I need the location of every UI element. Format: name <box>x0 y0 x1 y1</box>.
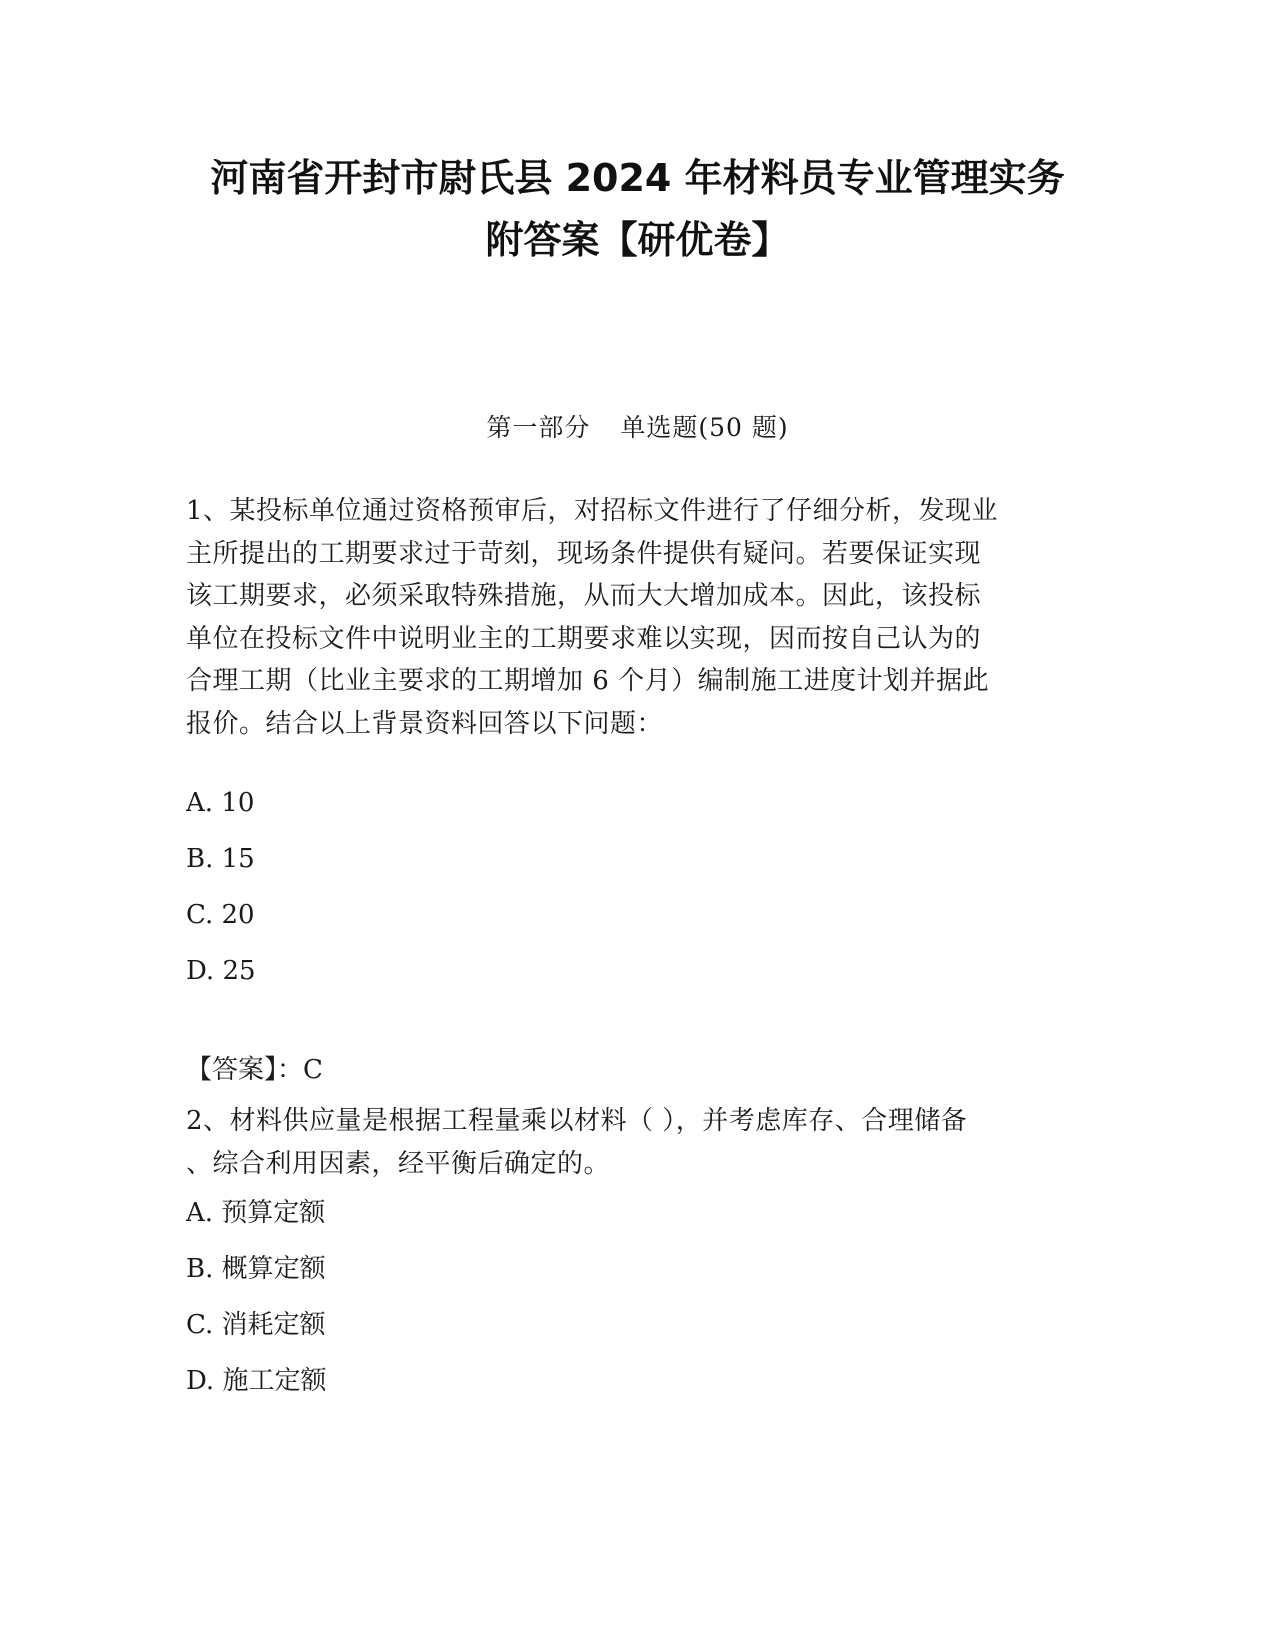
question-2-line: 2、材料供应量是根据工程量乘以材料（ ），并考虑库存、合理储备 <box>186 1106 968 1136</box>
document-title-line-1: 河南省开封市尉氏县 2024 年材料员专业管理实务 <box>210 156 1065 200</box>
option-d: D. 25 <box>186 956 256 986</box>
section-heading <box>0 410 1275 446</box>
option-b: B. 概算定额 <box>186 1254 326 1284</box>
option-c: C. 20 <box>186 900 255 930</box>
option-c: C. 消耗定额 <box>186 1310 326 1340</box>
option-a: A. 预算定额 <box>186 1198 326 1228</box>
section-name: 单选题(50 题) <box>620 413 789 442</box>
question-1-line: 该工期要求，必须采取特殊措施，从而大大增加成本。因此，该投标 <box>186 581 982 611</box>
question-1-line: 单位在投标文件中说明业主的工期要求难以实现，因而按自己认为的 <box>186 623 982 654</box>
answer-text: 【答案】：C <box>186 1055 323 1085</box>
question-1-options <box>186 785 1086 1009</box>
question-2 <box>186 1100 1086 1185</box>
question-1-line: 报价。结合以上背景资料回答以下问题： <box>186 708 664 739</box>
question-1-line: 主所提出的工期要求过于苛刻，现场条件提供有疑问。若要保证实现 <box>186 538 982 569</box>
section-part: 第一部分 <box>486 413 591 442</box>
document-title-line-2: 附答案【研优卷】 <box>485 218 790 262</box>
question-1-line: 合理工期（比业主要求的工期增加 6 个月）编制施工进度计划并据此 <box>186 666 990 696</box>
option-b: B. 15 <box>186 844 255 874</box>
option-a: A. 10 <box>186 788 255 818</box>
question-1-line: 1、某投标单位通过资格预审后，对招标文件进行了仔细分析，发现业 <box>186 496 999 526</box>
question-2-options <box>186 1195 1086 1419</box>
question-1 <box>186 490 1086 745</box>
question-2-line: 、综合利用因素，经平衡后确定的。 <box>186 1148 611 1179</box>
option-d: D. 施工定额 <box>186 1366 327 1396</box>
question-1-answer <box>186 1052 1086 1088</box>
